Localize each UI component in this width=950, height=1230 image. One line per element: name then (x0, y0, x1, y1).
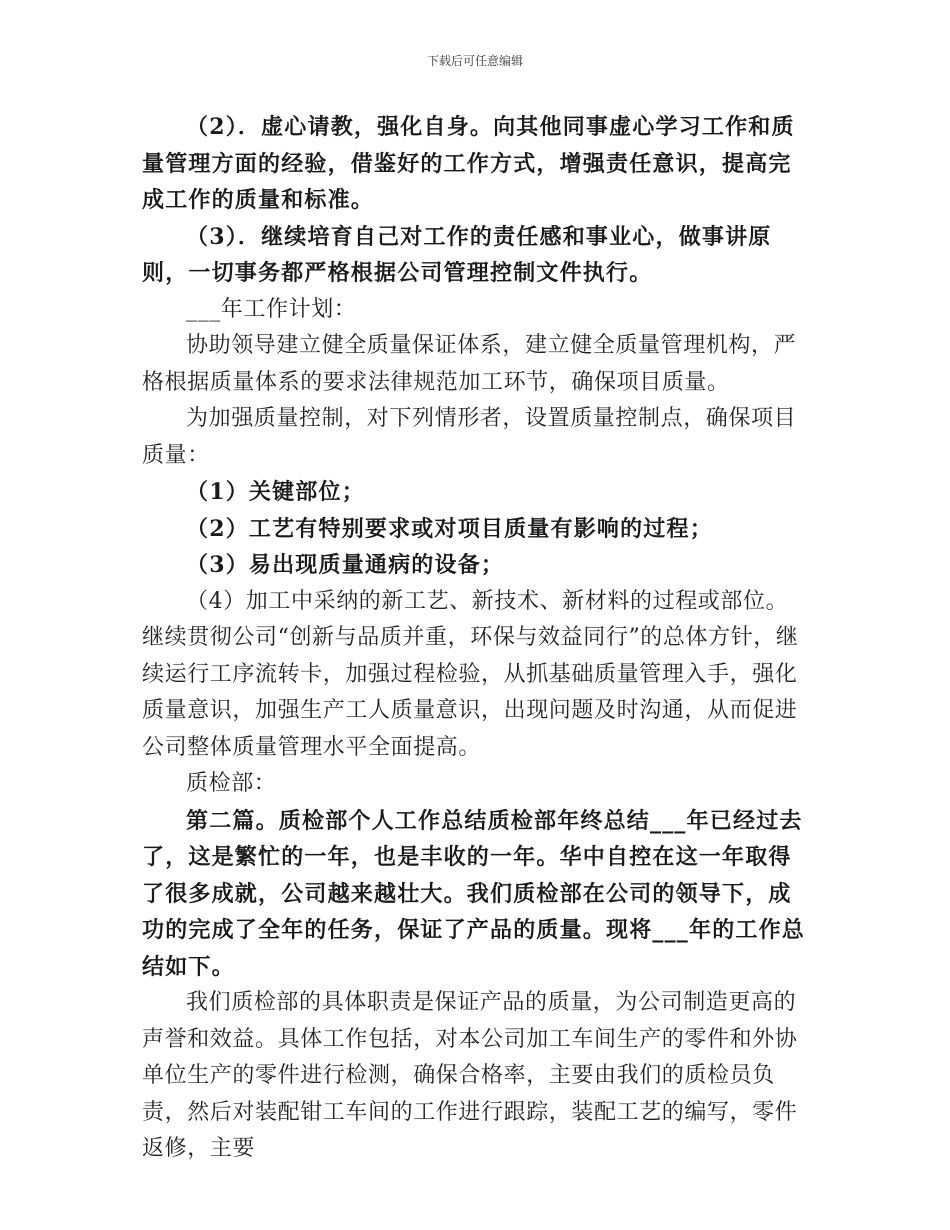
paragraph-second-article: 第二篇。质检部个人工作总结质检部年终总结___年已经过去了，这是繁忙的一年，也是丰收的一年。华中自控在这一年取得了很多成就，公司越来越壮大。我们质检部在公司的领导下，成功的完成了全年的任务，保证了产品的质量。现将___年的工作总结如下。 (142, 807, 806, 980)
paragraph-item-2-learn: （2）．虚心请教，强化自身。向其他同事虚心学习工作和质量管理方面的经验，借鉴好的工作方式，增强责任意识，提高完成工作的质量和标准。 (142, 114, 795, 213)
page-header-note: 下载后可任意编辑 (426, 54, 523, 68)
paragraph-point-3: （3）易出现质量通病的设备； (186, 552, 505, 578)
paragraph-point-1: （1）关键部位； (186, 479, 365, 505)
paragraph-work-plan-heading: ___年工作计划： (186, 296, 357, 322)
paragraph-control-points: 为加强质量控制，对下列情形者，设置质量控制点，确保项目质量： (142, 406, 797, 468)
paragraph-quality-system: 协助领导建立健全质量保证体系，建立健全质量管理机构，严格根据质量体系的要求法律规范加工环节，确保项目质量。 (142, 333, 797, 395)
document-body (142, 109, 810, 1168)
paragraph-point-2: （2）工艺有特别要求或对项目质量有影响的过程； (186, 515, 713, 542)
paragraph-department-label: 质检部： (186, 771, 277, 796)
paragraph-item-3-responsibility: （3）．继续培育自己对工作的责任感和事业心，做事讲原则，一切事务都严格根据公司管理控制文件执行。 (142, 223, 772, 286)
paragraph-duties: 我们质检部的具体职责是保证产品的质量，为公司制造更高的声誉和效益。具体工作包括，对本公司加工车间生产的零件和外协单位生产的零件进行检测，确保合格率，主要由我们的质检员负责，然后对装配钳工车间的工作进行跟踪，装配工艺的编写，零件返修，主要 (142, 990, 798, 1161)
paragraph-point-4: （4）加工中采纳的新工艺、新技术、新材料的过程或部位。继续贯彻公司“创新与品质并重，环保与效益同行”的总体方针，继续运行工序流转卡，加强过程检验，从抓基础质量管理入手，强化质量意识，加强生产工人质量意识，出现问题及时沟通，从而促进公司整体质量管理水平全面提高。 (142, 588, 799, 760)
